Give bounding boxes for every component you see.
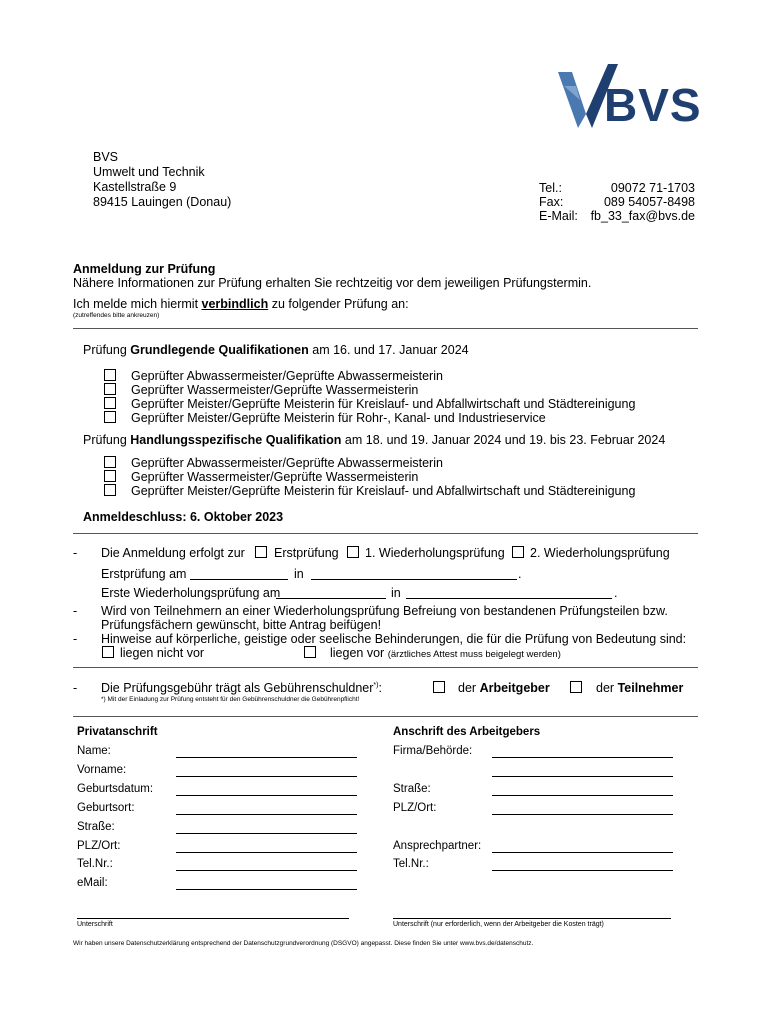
first-exam-date-label: Erstprüfung am [101,567,187,581]
disability-note: (ärztliches Attest muss beigelegt werden) [387,649,561,660]
form-title: Anmeldung zur Prüfung [73,262,216,276]
section1-post: am 16. und 17. Januar 2024 [312,343,469,357]
private-field-label: eMail: [77,877,108,889]
no-disability-label: liegen nicht vor [120,646,205,660]
section2-option-label: Geprüfter Meister/Geprüfte Meisterin für Kreislauf- und Abfallwirtschaft und Städtereinigung [131,484,636,498]
employer-field-line[interactable] [492,795,673,796]
dash: - [73,681,78,695]
signature-line-left[interactable] [77,918,349,919]
checkbox[interactable] [104,484,116,496]
checkbox-employer[interactable] [433,681,445,693]
employer-field-line[interactable] [492,852,673,853]
tel-value: 09072 71-1703 [610,181,695,195]
section1-option-label: Geprüfter Wassermeister/Geprüfte Wassermeisterin [131,383,419,397]
private-field-line[interactable] [176,889,357,890]
private-field-label: Straße: [77,821,115,833]
first-repeat-in: in [391,586,401,600]
employer-field-line[interactable] [492,814,673,815]
dash: - [73,546,78,560]
employer-pre: der [458,681,477,695]
bvs-logo [556,64,701,130]
sender-line-4: 89415 Lauingen (Donau) [93,195,232,209]
first-exam-in: in [294,567,304,581]
tel-label: Tel.: [539,181,562,195]
first-repeat-place-field[interactable] [406,598,612,599]
sender-address [93,150,231,210]
checkbox[interactable] [104,383,116,395]
employer-bold: Arbeitgeber [479,681,550,695]
registration-pre: Die Anmeldung erfolgt zur [101,546,245,560]
private-field-label: Tel.Nr.: [77,858,113,870]
first-exam-date-field[interactable] [190,579,288,580]
fee-footnote: *) Mit der Einladung zur Prüfung entsteht für den Gebührenschuldner die Gebührenpflicht! [101,696,360,703]
first-repeat-date-field[interactable] [276,598,386,599]
section1-pre: Prüfung [83,343,127,357]
sender-line-3: Kastellstraße 9 [93,180,177,194]
participant-pre: der [596,681,615,695]
employer-title: Anschrift des Arbeitgebers [393,726,541,738]
dash: - [73,604,78,618]
sender-line-2: Umwelt und Technik [93,165,205,179]
exemption-line-1: Wird von Teilnehmern an einer Wiederholungsprüfung Befreiung von bestandenen Prüfungsteilen bzw. [101,604,668,618]
checkbox-participant[interactable] [570,681,582,693]
divider [73,328,698,329]
section1-option-label: Geprüfter Abwassermeister/Geprüfte Abwassermeisterin [131,369,443,383]
fee-label: Die Prüfungsgebühr trägt als Gebührenschuldner [101,681,374,695]
repeat-2-label: 2. Wiederholungsprüfung [530,546,670,560]
check-note: (zutreffendes bitte ankreuzen) [73,312,160,319]
employer-field-line[interactable] [492,870,673,871]
checkbox[interactable] [104,397,116,409]
section1-bold: Grundlegende Qualifikationen [130,343,309,357]
private-field-line[interactable] [176,852,357,853]
private-field-label: Vorname: [77,764,127,776]
employer-field-line[interactable] [492,776,673,777]
section1-heading [83,343,469,357]
section1-option-label: Geprüfter Meister/Geprüfte Meisterin für Rohr-, Kanal- und Industrieservice [131,411,546,425]
signature-line-right[interactable] [393,918,671,919]
section2-bold: Handlungsspezifische Qualifikation [130,433,342,447]
checkbox-repeat-1[interactable] [347,546,359,558]
fax-value: 089 54057-8498 [603,195,695,209]
participant-option [596,681,683,695]
employer-option [458,681,550,695]
repeat-1-label: 1. Wiederholungsprüfung [365,546,505,560]
deadline: Anmeldeschluss: 6. Oktober 2023 [83,510,284,524]
binding-statement [73,297,409,311]
form-subtitle: Nähere Informationen zur Prüfung erhalten Sie rechtzeitig vor dem jeweiligen Prüfungstermin. [73,276,592,290]
private-field-line[interactable] [176,870,357,871]
first-repeat-date-label: Erste Wiederholungsprüfung am [101,586,281,600]
checkbox[interactable] [104,411,116,423]
private-field-line[interactable] [176,833,357,834]
employer-street-label: Straße: [393,783,431,795]
section2-heading [83,433,665,447]
section2-option-label: Geprüfter Abwassermeister/Geprüfte Abwassermeisterin [131,456,443,470]
private-field-label: Geburtsdatum: [77,783,154,795]
checkbox-repeat-2[interactable] [512,546,524,558]
signature-label-right: Unterschrift (nur erforderlich, wenn der Arbeitgeber die Kosten trägt) [393,921,604,928]
signature-label-left: Unterschrift [77,921,113,928]
private-title: Privatanschrift [77,726,158,738]
mail-value[interactable]: fb_33_fax@bvs.de [590,209,695,223]
private-field-label: PLZ/Ort: [77,840,121,852]
fax-label: Fax: [539,195,564,209]
private-field-label: Name: [77,745,111,757]
disability-opt: liegen vor [330,646,385,660]
binding-pre: Ich melde mich hiermit [73,297,199,311]
contact-block [539,181,695,223]
private-field-line[interactable] [176,814,357,815]
dash: - [73,632,78,646]
section1-option-label: Geprüfter Meister/Geprüfte Meisterin für Kreislauf- und Abfallwirtschaft und Städtereinigung [131,397,636,411]
employer-contact-label: Ansprechpartner: [393,840,482,852]
checkbox-disability[interactable] [304,646,316,658]
bvs-logo-text: BVS [604,79,702,131]
first-exam-label: Erstprüfung [274,546,339,560]
first-exam-place-field[interactable] [311,579,517,580]
disability-label [330,646,561,660]
mail-label: E-Mail: [539,209,578,223]
section2-post: am 18. und 19. Januar 2024 und 19. bis 23. Februar 2024 [344,433,666,447]
employer-field-line[interactable] [492,757,673,758]
sender-line-1: BVS [93,150,119,164]
divider [73,533,698,534]
divider [73,716,698,717]
binding-post: zu folgender Prüfung an: [271,297,409,311]
private-field-line[interactable] [176,757,357,758]
checkbox-no-disability[interactable] [102,646,114,658]
private-field-line[interactable] [176,776,357,777]
binding-bold: verbindlich [201,297,269,311]
checkbox[interactable] [104,456,116,468]
fee-text [101,681,382,695]
employer-firm-label: Firma/Behörde: [393,745,473,757]
checkbox-first-exam[interactable] [255,546,267,558]
employer-phone-label: Tel.Nr.: [393,858,429,870]
section2-pre: Prüfung [83,433,127,447]
private-field-line[interactable] [176,795,357,796]
checkbox[interactable] [104,470,116,482]
private-field-label: Geburtsort: [77,802,135,814]
exemption-line-2: Prüfungsfächern gewünscht, bitte Antrag beifügen! [101,618,382,632]
checkbox[interactable] [104,369,116,381]
divider [73,667,698,668]
fee-colon: : [378,681,382,695]
privacy-note: Wir haben unsere Datenschutzerklärung entsprechend der Datenschutzgrundverordnung (DSGVO) angepasst. Diese finden Sie unter www.bvs.de/datenschutz. [73,940,534,947]
section2-option-label: Geprüfter Wassermeister/Geprüfte Wassermeisterin [131,470,419,484]
employer-city-label: PLZ/Ort: [393,802,437,814]
period: . [518,567,522,581]
period: . [614,586,618,600]
disability-text: Hinweise auf körperliche, geistige oder seelische Behinderungen, die für die Prüfung von Bedeutung sind: [101,632,687,646]
fee-sup: *) [373,681,379,689]
participant-bold: Teilnehmer [617,681,684,695]
